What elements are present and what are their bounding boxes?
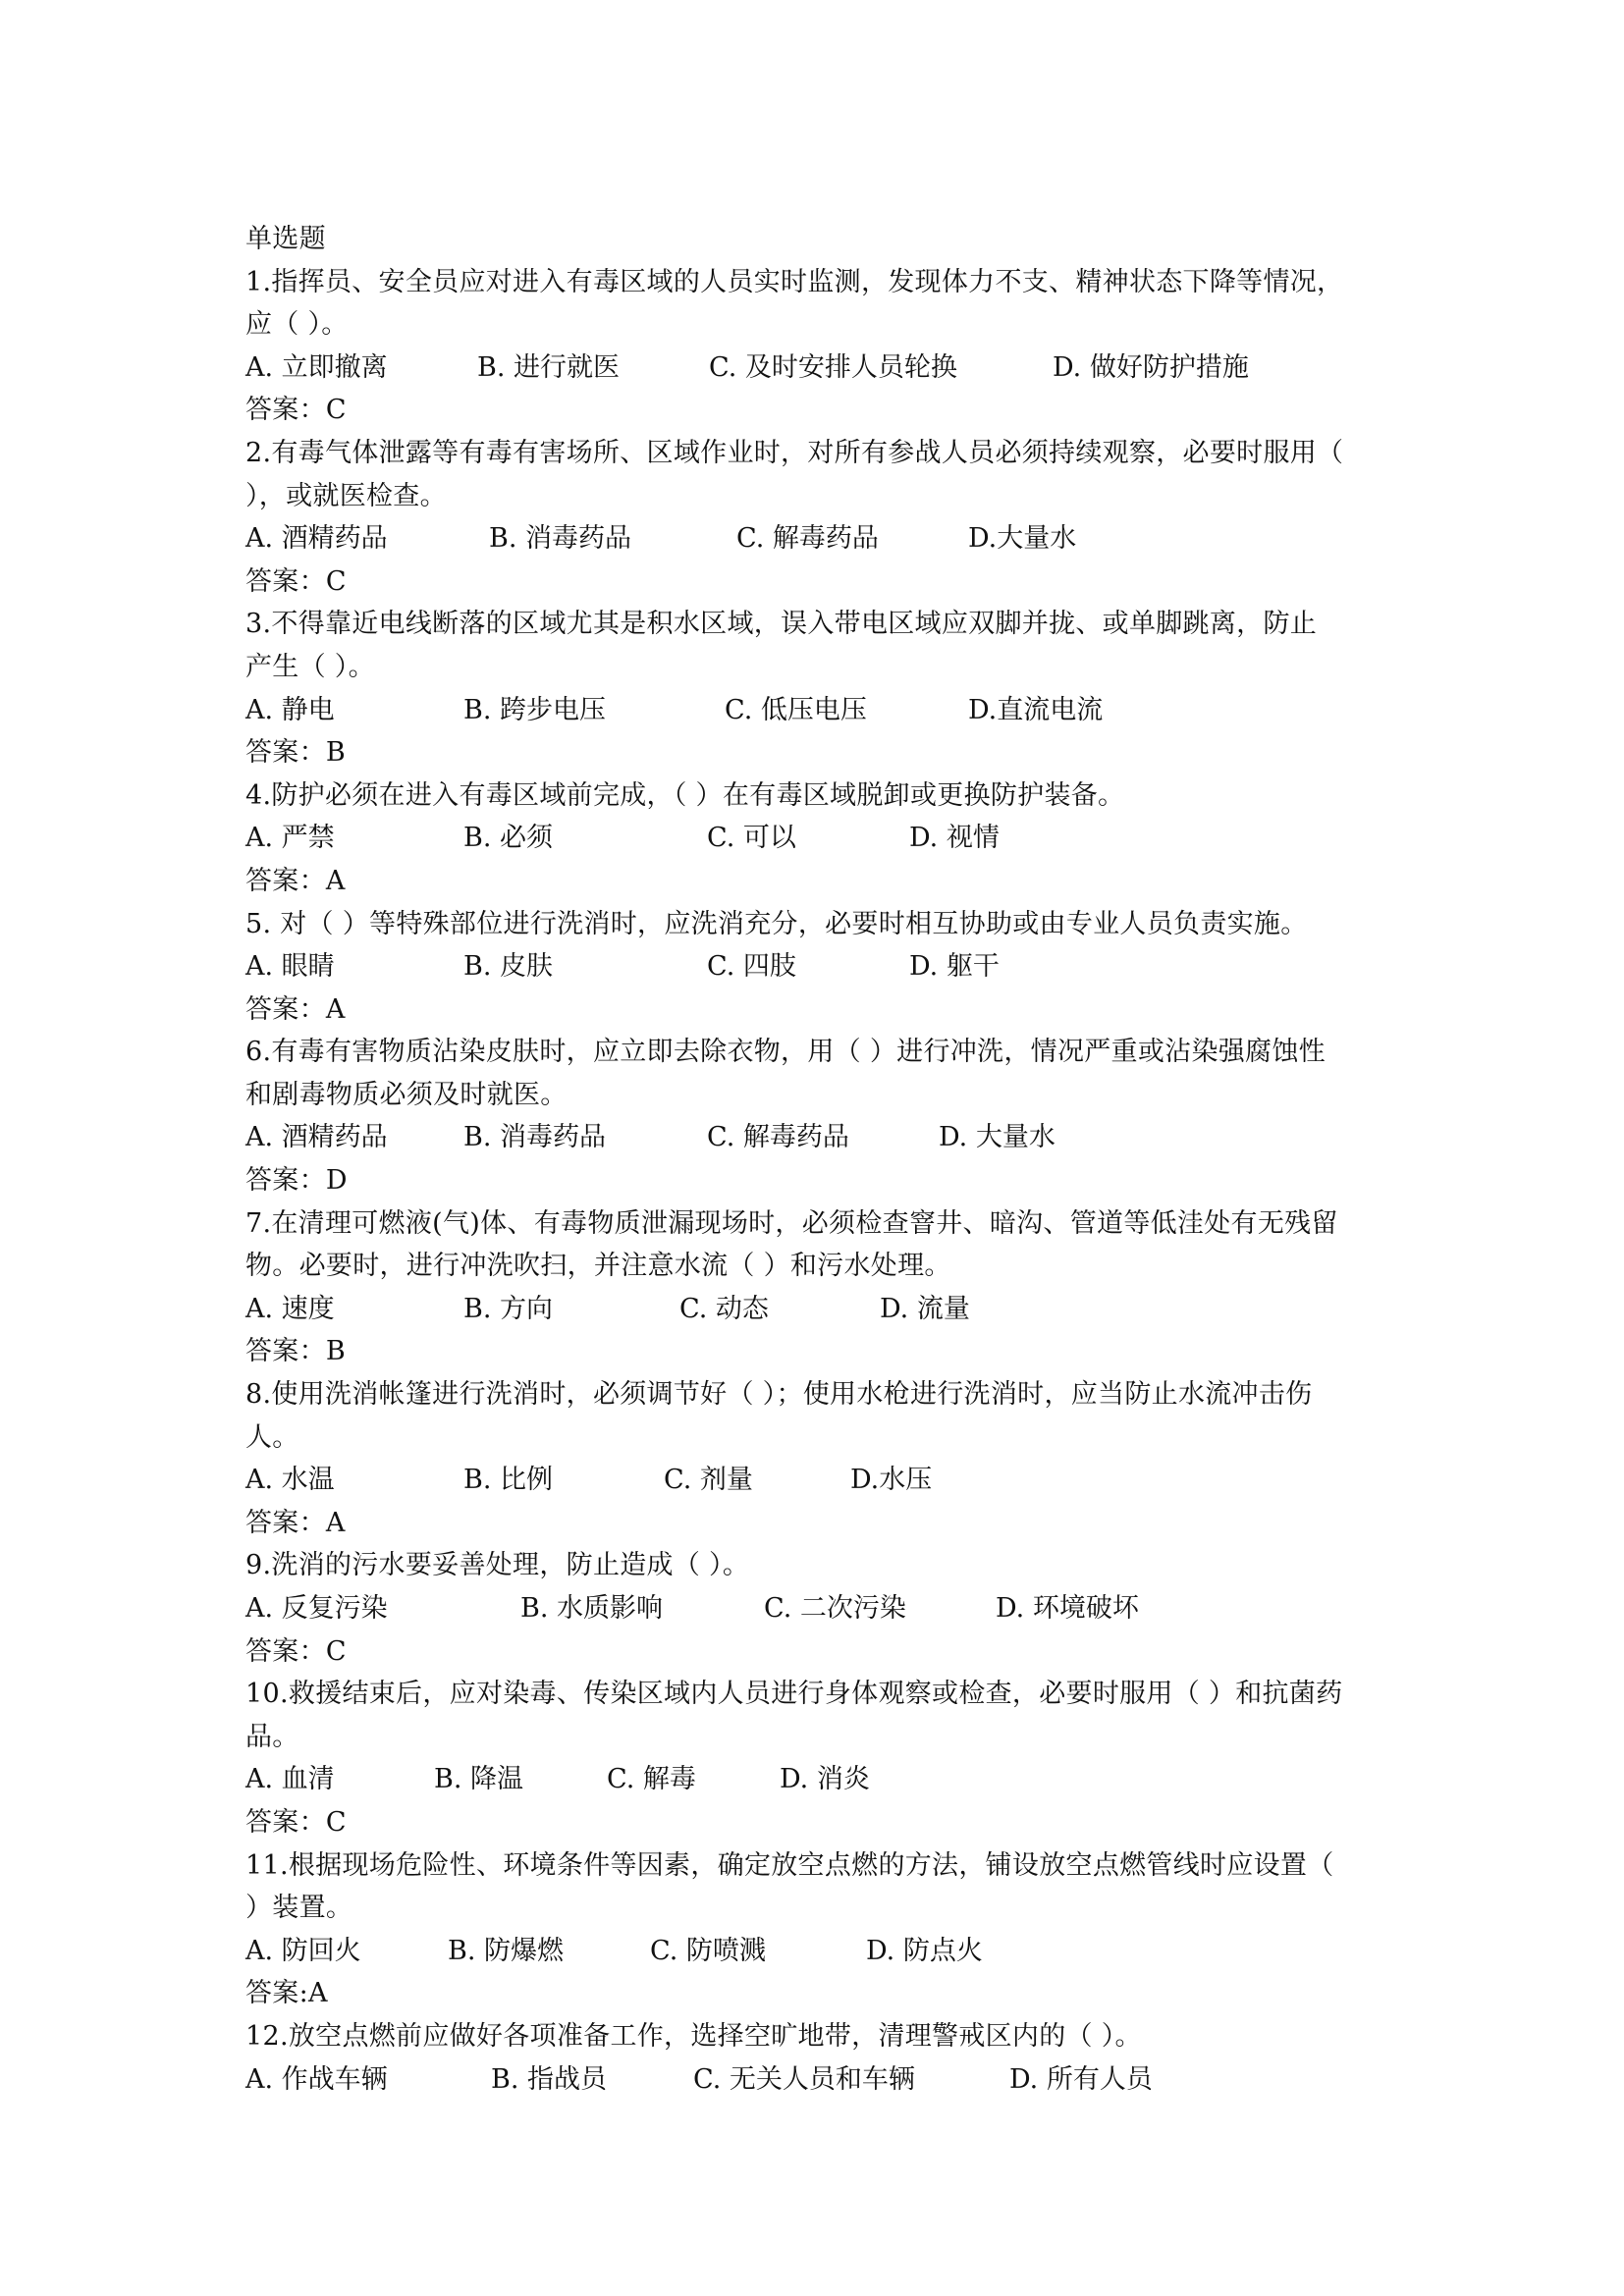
- option-a: A. 静电: [245, 694, 335, 725]
- options-row: [245, 1758, 1394, 1801]
- question-text-line: 人。: [245, 1421, 299, 1453]
- option-c: C. 二次污染: [764, 1593, 906, 1624]
- option-a: A. 速度: [245, 1293, 335, 1324]
- option-d: D.直流电流: [968, 694, 1104, 725]
- answer: 答案：A: [245, 993, 346, 1025]
- option-d: D. 消炎: [780, 1764, 870, 1795]
- options-row: [245, 1116, 1394, 1159]
- question-text-line: 2.有毒气体泄露等有毒有害场所、区域作业时，对所有参战人员必须持续观察，必要时服用（: [245, 437, 1344, 468]
- question-text-line: 6.有毒有害物质沾染皮肤时，应立即去除衣物，用（ ）进行冲洗，情况严重或沾染强腐蚀性: [245, 1037, 1326, 1068]
- option-b: B. 比例: [463, 1465, 554, 1496]
- question-text-line: 应（ ）。: [245, 309, 349, 341]
- question-text-line: 1.指挥员、安全员应对进入有毒区域的人员实时监测，发现体力不支、精神状态下降等情况，: [245, 266, 1344, 297]
- option-b: B. 进行就医: [477, 351, 621, 383]
- option-d: D. 大量水: [939, 1122, 1056, 1153]
- option-a: A. 立即撤离: [245, 351, 388, 383]
- question-text-line: 11.根据现场危险性、环境条件等因素，确定放空点燃的方法，铺设放空点燃管线时应设置（: [245, 1849, 1334, 1881]
- option-b: B. 防爆燃: [448, 1935, 565, 1966]
- question: [245, 1373, 1394, 1544]
- option-c: C. 解毒药品: [736, 523, 879, 555]
- option-b: B. 消毒药品: [489, 523, 632, 555]
- option-b: B. 消毒药品: [463, 1122, 607, 1153]
- option-c: C. 可以: [707, 823, 796, 854]
- option-c: C. 防喷溅: [650, 1935, 766, 1966]
- answer: 答案：C: [245, 1806, 347, 1838]
- question-text-line: 9.洗消的污水要妥善处理，防止造成（ ）。: [245, 1550, 750, 1581]
- question-text-line: 和剧毒物质必须及时就医。: [245, 1079, 568, 1110]
- option-b: B. 跨步电压: [463, 694, 607, 725]
- option-c: C. 解毒: [607, 1764, 696, 1795]
- answer: 答案：C: [245, 395, 347, 426]
- option-d: D. 防点火: [866, 1935, 983, 1966]
- options-row: [245, 1459, 1394, 1502]
- option-b: B. 皮肤: [463, 951, 554, 983]
- question: [245, 1031, 1394, 1201]
- question-text-line: 3.不得靠近电线断落的区域尤其是积水区域，误入带电区域应双脚并拢、或单脚跳离，防止: [245, 609, 1318, 640]
- options-row: [245, 1587, 1394, 1630]
- answer: 答案：B: [245, 1336, 347, 1367]
- option-d: D. 所有人员: [1009, 2063, 1153, 2095]
- question: [245, 2015, 1394, 2101]
- option-c: C. 及时安排人员轮换: [709, 351, 957, 383]
- question: [245, 432, 1394, 603]
- section-title: 单选题: [245, 224, 326, 254]
- option-a: A. 严禁: [245, 823, 335, 854]
- answer: 答案：C: [245, 565, 347, 597]
- question-text-line: 10.救援结束后，应对染毒、传染区域内人员进行身体观察或检查，必要时服用（ ）和抗菌药: [245, 1679, 1343, 1710]
- option-c: C. 无关人员和车辆: [693, 2063, 915, 2095]
- options-row: [245, 945, 1394, 988]
- question-text-line: 7.在清理可燃液(气)体、有毒物质泄漏现场时，必须检查窨井、暗沟、管道等低洼处有无残留: [245, 1207, 1338, 1239]
- option-a: A. 作战车辆: [245, 2063, 388, 2095]
- question: [245, 1844, 1394, 2015]
- question-text-line: 12.放空点燃前应做好各项准备工作，选择空旷地带，清理警戒区内的（ ）。: [245, 2020, 1142, 2052]
- option-a: A. 酒精药品: [245, 1122, 388, 1153]
- option-a: A. 反复污染: [245, 1593, 388, 1624]
- option-d: D. 环境破坏: [996, 1593, 1139, 1624]
- question: [245, 1544, 1394, 1673]
- option-a: A. 眼睛: [245, 951, 335, 983]
- option-b: B. 指战员: [491, 2063, 608, 2095]
- question: [245, 1673, 1394, 1843]
- option-d: D. 流量: [880, 1293, 970, 1324]
- option-b: B. 必须: [463, 823, 554, 854]
- option-d: D. 做好防护措施: [1053, 351, 1249, 383]
- option-d: D. 视情: [909, 823, 1000, 854]
- options-row: [245, 689, 1394, 732]
- answer: 答案:A: [245, 1978, 328, 2009]
- answer: 答案：D: [245, 1165, 348, 1197]
- question: [245, 603, 1394, 774]
- question-text-line: 产生（ ）。: [245, 651, 375, 682]
- answer: 答案：A: [245, 1507, 346, 1538]
- options-row: [245, 347, 1394, 390]
- options-row: [245, 517, 1394, 561]
- option-d: D. 躯干: [909, 951, 1000, 983]
- option-b: B. 方向: [463, 1293, 554, 1324]
- answer: 答案：B: [245, 737, 347, 769]
- option-a: A. 水温: [245, 1465, 335, 1496]
- question: [245, 774, 1394, 903]
- option-a: A. 酒精药品: [245, 523, 388, 555]
- document-page: [245, 218, 1394, 2101]
- option-d: D.水压: [850, 1465, 933, 1496]
- options-row: [245, 2058, 1394, 2102]
- question-text-line: 物。必要时，进行冲洗吹扫，并注意水流（ ）和污水处理。: [245, 1251, 951, 1282]
- question-text-line: 4.防护必须在进入有毒区域前完成，（ ）在有毒区域脱卸或更换防护装备。: [245, 779, 1125, 811]
- question-text-line: 5. 对（ ）等特殊部位进行洗消时，应洗消充分，必要时相互协助或由专业人员负责实施。: [245, 908, 1308, 939]
- options-row: [245, 817, 1394, 860]
- answer: 答案：C: [245, 1635, 347, 1667]
- question-text-line: 8.使用洗消帐篷进行洗消时，必须调节好（ ）；使用水枪进行洗消时，应当防止水流冲击伤: [245, 1379, 1313, 1411]
- option-c: C. 剂量: [664, 1465, 753, 1496]
- question-text-line: ）装置。: [245, 1893, 353, 1924]
- options-row: [245, 1930, 1394, 1973]
- question-text-line: 品。: [245, 1721, 299, 1752]
- option-c: C. 低压电压: [725, 694, 867, 725]
- option-b: B. 水质影响: [520, 1593, 664, 1624]
- options-row: [245, 1288, 1394, 1331]
- question-text-line: ），或就医检查。: [245, 480, 447, 511]
- option-c: C. 动态: [679, 1293, 769, 1324]
- option-c: C. 解毒药品: [707, 1122, 849, 1153]
- option-a: A. 血清: [245, 1764, 335, 1795]
- option-a: A. 防回火: [245, 1935, 361, 1966]
- question: [245, 261, 1394, 432]
- option-c: C. 四肢: [707, 951, 796, 983]
- question: [245, 903, 1394, 1032]
- option-d: D.大量水: [968, 523, 1077, 555]
- question: [245, 1202, 1394, 1373]
- option-b: B. 降温: [434, 1764, 524, 1795]
- answer: 答案：A: [245, 865, 346, 896]
